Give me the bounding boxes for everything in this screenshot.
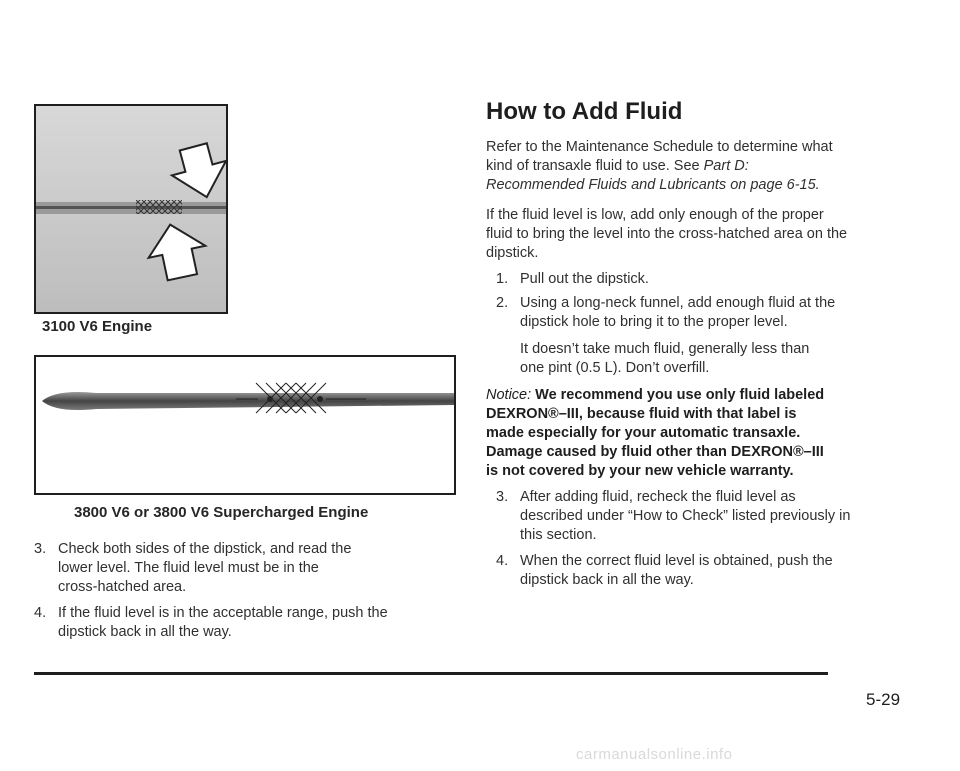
step-line: If the fluid level is in the acceptable range, push the bbox=[58, 605, 388, 621]
dipstick-diagram bbox=[36, 357, 454, 493]
figure-caption-3800: 3800 V6 or 3800 V6 Supercharged Engine bbox=[74, 504, 369, 521]
section-title: How to Add Fluid bbox=[486, 98, 683, 125]
paragraph-line: DEXRON®–III, because fluid with that label is bbox=[486, 406, 797, 422]
paragraph-line: dipstick. bbox=[486, 245, 539, 261]
cross-reference: Part D: bbox=[703, 158, 749, 174]
paragraph-line: kind of transaxle fluid to use. See Part D: bbox=[486, 158, 749, 174]
step-number: 1. bbox=[496, 271, 509, 287]
step-number: 3. bbox=[496, 489, 509, 505]
paragraph-line: It doesn’t take much fluid, generally less than bbox=[520, 341, 810, 357]
step-line: When the correct fluid level is obtained, push the bbox=[520, 553, 833, 569]
paragraph-line: fluid to bring the level into the cross-hatched area on the bbox=[486, 226, 848, 242]
step-line: lower level. The fluid level must be in the bbox=[58, 560, 319, 576]
step-line: Check both sides of the dipstick, and read the bbox=[58, 541, 352, 557]
paragraph-line: Refer to the Maintenance Schedule to determine what bbox=[486, 139, 833, 155]
indented-note bbox=[520, 340, 920, 378]
step-line: Pull out the dipstick. bbox=[520, 271, 649, 287]
step-number: 4. bbox=[496, 553, 509, 569]
step-line: Using a long-neck funnel, add enough fluid at the bbox=[520, 295, 836, 311]
step-number: 3. bbox=[34, 541, 47, 557]
step-line: this section. bbox=[520, 527, 597, 543]
dipstick-photo-illustration bbox=[36, 106, 226, 312]
paragraph-line: is not covered by your new vehicle warranty. bbox=[486, 463, 794, 479]
paragraph-line: Damage caused by fluid other than DEXRON®–III bbox=[486, 444, 824, 460]
paragraph-line: made especially for your automatic transaxle. bbox=[486, 425, 801, 441]
dipstick-illustration-3800 bbox=[34, 355, 456, 495]
step-line: dipstick back in all the way. bbox=[58, 624, 232, 640]
step-line: After adding fluid, recheck the fluid level as bbox=[520, 489, 796, 505]
footer-rule bbox=[34, 672, 828, 675]
step-number: 4. bbox=[34, 605, 47, 621]
page-number: 5-29 bbox=[866, 690, 901, 709]
step-number: 2. bbox=[496, 295, 509, 311]
notice-label: Notice: bbox=[486, 387, 532, 403]
figure-caption-3100: 3100 V6 Engine bbox=[42, 318, 153, 335]
step-line: described under “How to Check” listed previously in bbox=[520, 508, 851, 524]
cross-reference: Recommended Fluids and Lubricants on page 6-15. bbox=[486, 177, 820, 193]
step-line: dipstick back in all the way. bbox=[520, 572, 694, 588]
paragraph-line: If the fluid level is low, add only enough of the proper bbox=[486, 207, 824, 223]
step-line: cross-hatched area. bbox=[58, 579, 187, 595]
paragraph-line: one pint (0.5 L). Don’t overfill. bbox=[520, 360, 710, 376]
site-watermark: carmanualsonline.info bbox=[576, 746, 733, 763]
notice-block bbox=[486, 386, 926, 481]
level-low-paragraph bbox=[486, 206, 926, 263]
dipstick-photo-3100 bbox=[34, 104, 228, 314]
intro-paragraph bbox=[486, 138, 926, 195]
step-line: dipstick hole to bring it to the proper level. bbox=[520, 314, 788, 330]
paragraph-line: Notice: We recommend you use only fluid labeled bbox=[486, 387, 825, 403]
